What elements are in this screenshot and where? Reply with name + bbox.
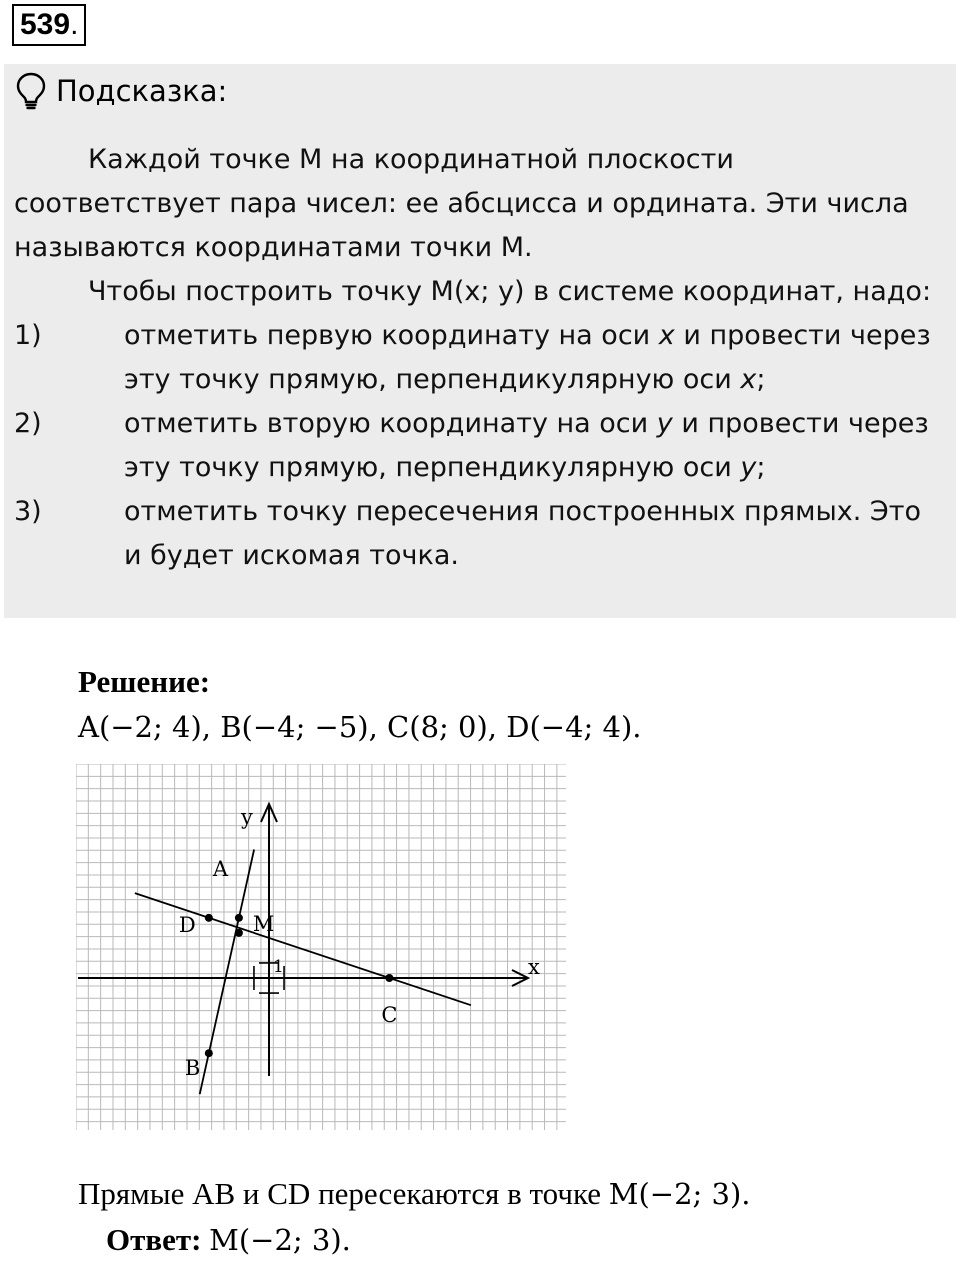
step-2-axis: y — [656, 408, 673, 439]
hint-title — [16, 72, 227, 110]
step-1-text — [124, 314, 944, 402]
label-point-d: D — [178, 912, 196, 937]
lightbulb-icon — [16, 72, 46, 110]
point-a — [235, 914, 243, 922]
step-2-end: ; — [756, 452, 766, 483]
problem-number-value: 539 — [20, 8, 71, 41]
step-2-axis2: y — [740, 452, 757, 483]
step-2-number: 2) — [14, 408, 42, 439]
y-axis-label: y — [241, 805, 253, 829]
step-2-text — [124, 402, 944, 490]
answer-value: M(−2; 3). — [209, 1223, 351, 1257]
conclusion-text: Прямые AB и CD пересекаются в точке — [78, 1176, 609, 1211]
step-1-end: ; — [756, 364, 766, 395]
point-b — [205, 1049, 213, 1057]
coordinate-plane — [76, 764, 566, 1130]
hint-paragraph-1: Каждой точке M на координатной плоскости соответствует пара чисел: ее абсцисса и ордината. Эти числа называются координатами точки M. — [14, 144, 909, 263]
label-point-b: B — [184, 1056, 201, 1081]
step-3-text: отметить точку пересечения построенных прямых. Это и будет искомая точка. — [124, 496, 922, 571]
step-1-axis: x — [658, 320, 675, 351]
label-point-a: A — [212, 856, 229, 881]
label-point-m: M — [252, 911, 275, 936]
step-1-number: 1) — [14, 320, 42, 351]
step-1 — [14, 314, 944, 402]
hint-label: Подсказка: — [56, 74, 228, 108]
step-1-text-b: и провести через эту точку прямую, перпендикулярную оси — [124, 320, 931, 395]
step-2 — [14, 402, 944, 490]
point-coordinates: A(−2; 4), B(−4; −5), C(8; 0), D(−4; 4). — [78, 710, 642, 744]
step-1-text-a: отметить первую координату на оси — [124, 320, 659, 351]
conclusion-point: M(−2; 3). — [608, 1177, 751, 1211]
point-c — [385, 974, 393, 982]
answer-label: Ответ: — [106, 1222, 202, 1257]
point-d — [205, 914, 213, 922]
answer — [106, 1222, 351, 1258]
problem-number-dot: . — [70, 8, 79, 41]
unit-label: 1 — [273, 957, 284, 977]
problem-number — [12, 4, 86, 46]
x-axis-label: x — [528, 955, 540, 979]
step-2-text-a: отметить вторую координату на оси — [124, 408, 657, 439]
conclusion — [78, 1176, 751, 1212]
step-2-text-b: и провести через эту точку прямую, перпендикулярную оси — [124, 408, 929, 483]
solution-title: Решение: — [78, 664, 211, 699]
step-3 — [14, 490, 944, 578]
hint-paragraph-2: Чтобы построить точку M(x; y) в системе координат, надо: — [88, 276, 932, 307]
label-point-c: C — [381, 1003, 398, 1027]
point-m — [235, 929, 243, 937]
hint-text — [14, 138, 944, 578]
line-ab — [200, 849, 254, 1094]
step-3-number: 3) — [14, 496, 42, 527]
step-1-axis2: x — [740, 364, 757, 395]
